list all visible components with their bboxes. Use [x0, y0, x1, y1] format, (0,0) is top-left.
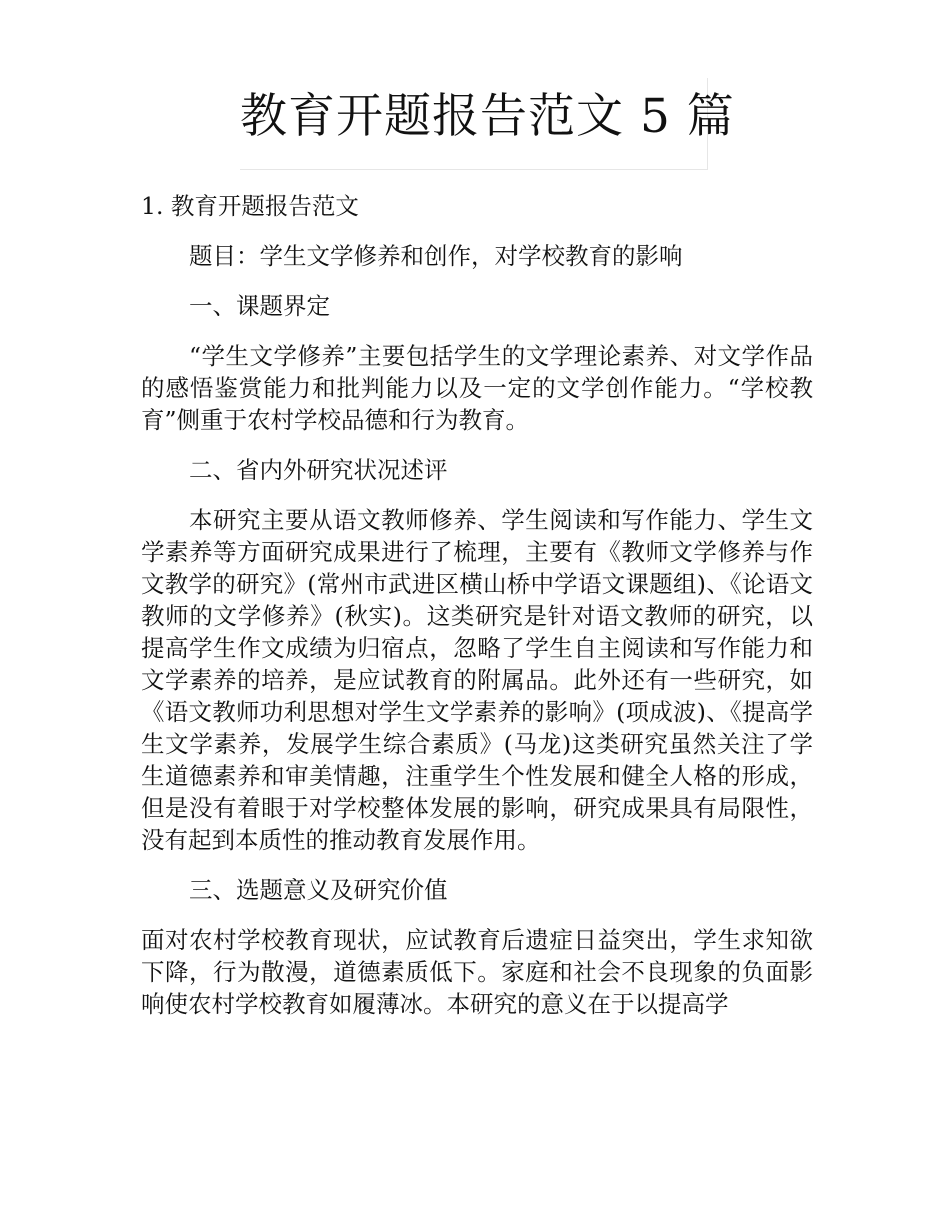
section-heading: 1. 教育开题报告范文	[141, 192, 359, 220]
part3-body: 面对农村学校教育现状，应试教育后遗症日益突出，学生求知欲下降，行为散漫，道德素质低下。家庭和社会不良现象的负面影响使农村学校教育如履薄冰。本研究的意义在于以提高学	[141, 926, 813, 1018]
part1-body: “学生文学修养”主要包括学生的文学理论素养、对文学作品的感悟鉴赏能力和批判能力以及一定的文学创作能力。“学校教育”侧重于农村学校品德和行为教育。	[141, 342, 813, 434]
title-box	[240, 78, 735, 170]
part2-heading: 二、省内外研究状况述评	[189, 456, 448, 484]
part2-body: 本研究主要从语文教师修养、学生阅读和写作能力、学生文学素养等方面研究成果进行了梳理，主要有《教师文学修养与作文教学的研究》(常州市武进区横山桥中学语文课题组)、《论语文教师的文学修养》(秋实)。这类研究是针对语文教师的研究，以提高学生作文成绩为归宿点，忽略了学生自主阅读和写作能力和文学素养的培养，是应试教育的附属品。此外还有一些研究，如《语文教师功利思想对学生文学素养的影响》(项成波)、《提高学生文学素养，发展学生综合素质》(马龙)这类研究虽然关注了学生道德素养和审美情趣，注重学生个性发展和健全人格的形成，但是没有着眼于对学校整体发展的影响，研究成果具有局限性，没有起到本质性的推动教育发展作用。	[141, 506, 813, 854]
document-title: 教育开题报告范文 5 篇	[240, 89, 735, 144]
topic-line: 题目：学生文学修养和创作，对学校教育的影响	[189, 242, 683, 270]
part1-heading: 一、课题界定	[189, 292, 330, 320]
document-body	[141, 190, 813, 1020]
part3-heading: 三、选题意义及研究价值	[189, 876, 448, 904]
